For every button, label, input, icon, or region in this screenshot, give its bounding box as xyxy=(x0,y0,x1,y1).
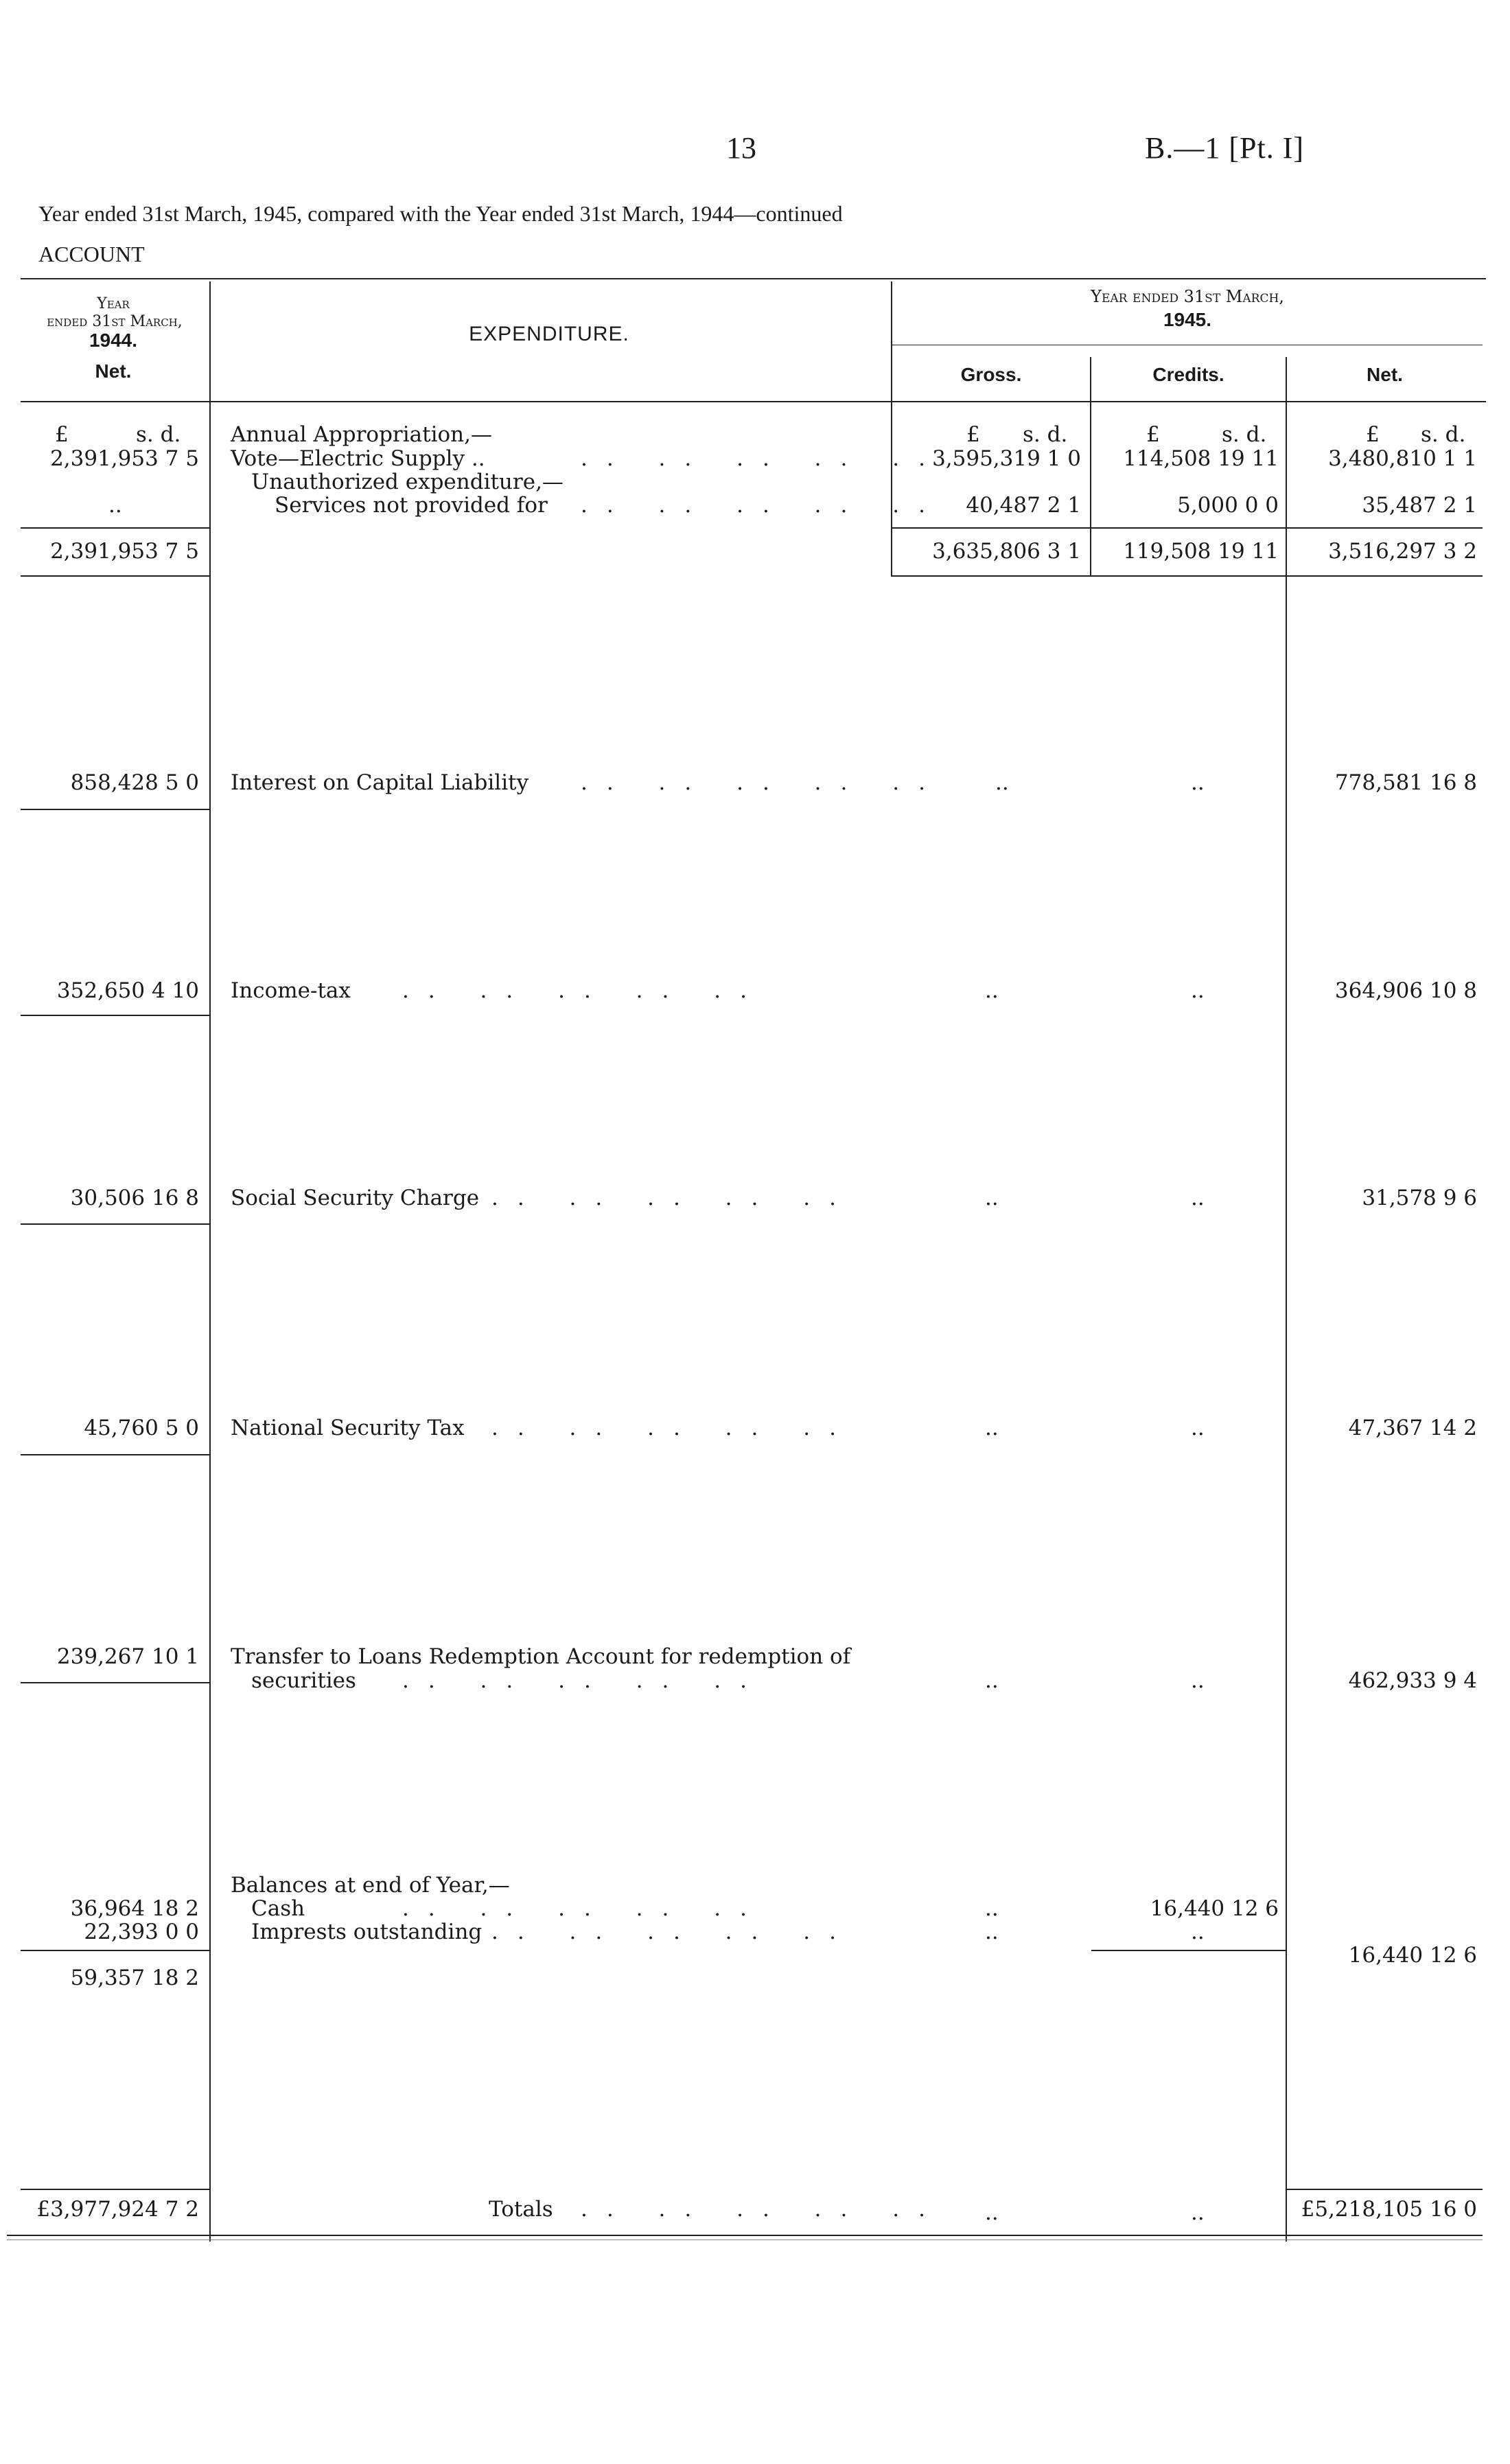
pound-sign: £ xyxy=(966,422,980,447)
net-value: 16,440 12 6 xyxy=(1348,1943,1477,1968)
credits-leader: .. xyxy=(1191,978,1205,1003)
credits-leader: .. xyxy=(1191,1416,1205,1440)
credits-header: Credits. xyxy=(1152,364,1224,385)
row-label: Social Security Charge xyxy=(231,1186,480,1210)
dot-leader: .. .. .. .. .. xyxy=(491,1416,855,1440)
prev-year-subtotal: 59,357 18 2 xyxy=(70,1966,199,1990)
prev-year-header-line2: ended 31st March, xyxy=(47,313,183,330)
credits-leader: .. xyxy=(1191,770,1205,795)
prev-year-header-line1: Year xyxy=(97,295,130,312)
shillings-pence-label: s. d. xyxy=(1222,422,1267,447)
subtotal-rule xyxy=(21,527,209,529)
column-divider xyxy=(209,281,211,2242)
row-label: Services not provided for xyxy=(275,493,548,518)
document-reference: B.—1 [Pt. I] xyxy=(1145,131,1304,165)
dot-leader: .. .. .. .. .. xyxy=(402,1896,766,1921)
dot-leader: .. .. .. .. .. xyxy=(491,1186,855,1210)
gross-leader: .. xyxy=(985,1186,999,1210)
row-rule xyxy=(21,1682,209,1683)
credits-leader: .. xyxy=(1191,1920,1205,1944)
net-subtotal: 3,516,297 3 2 xyxy=(1328,539,1477,564)
table-bottom-rule xyxy=(7,2235,1483,2236)
credits-value: 16,440 12 6 xyxy=(1150,1896,1279,1921)
prev-year-value: 239,267 10 1 xyxy=(56,1644,199,1669)
row-rule xyxy=(21,809,209,810)
page-number: 13 xyxy=(726,131,756,165)
net-value: 47,367 14 2 xyxy=(1348,1416,1477,1440)
pound-sign: £ xyxy=(1366,422,1380,447)
gross-leader: .. xyxy=(985,1920,999,1944)
row-label: Vote—Electric Supply .. xyxy=(231,446,485,471)
row-label: Balances at end of Year,— xyxy=(231,1873,510,1898)
prev-year-value: 36,964 18 2 xyxy=(70,1896,199,1921)
prev-year-value: 22,393 0 0 xyxy=(84,1920,199,1944)
prev-year-value: 45,760 5 0 xyxy=(84,1416,199,1440)
current-year-header: Year ended 31st March, xyxy=(1091,287,1284,306)
gross-leader: .. xyxy=(985,978,999,1003)
header-bottom-rule xyxy=(21,401,1486,402)
prev-year-value: 352,650 4 10 xyxy=(56,978,199,1003)
net-header: Net. xyxy=(1367,364,1403,385)
row-label: Cash xyxy=(251,1896,305,1921)
dot-leader: .. .. .. .. .. xyxy=(581,2197,944,2222)
section-title: ACCOUNT xyxy=(38,242,145,266)
dot-leader: .. .. .. .. .. xyxy=(581,770,944,795)
credits-value: 114,508 19 11 xyxy=(1123,446,1279,471)
column-divider xyxy=(1286,357,1287,2242)
totals-rule xyxy=(1287,2189,1483,2190)
net-value: 31,578 9 6 xyxy=(1362,1186,1477,1210)
credits-leader: .. xyxy=(1191,1186,1205,1210)
gross-leader: .. xyxy=(985,2200,999,2225)
row-rule xyxy=(21,1223,209,1225)
row-label: Income-tax xyxy=(231,978,351,1003)
dot-leader: .. .. .. .. .. xyxy=(581,493,944,518)
pound-sign: £ xyxy=(1146,422,1160,447)
gross-leader: .. xyxy=(985,1416,999,1440)
row-label: Annual Appropriation,— xyxy=(231,422,493,447)
row-rule xyxy=(21,1950,209,1951)
column-divider xyxy=(1090,357,1091,577)
gross-value: 40,487 2 1 xyxy=(966,493,1081,518)
net-value: 778,581 16 8 xyxy=(1334,770,1477,795)
net-total: £5,218,105 16 0 xyxy=(1301,2197,1477,2222)
prev-year-total: £3,977,924 7 2 xyxy=(36,2197,199,2222)
dot-leader: .. .. .. .. .. xyxy=(581,446,944,471)
prev-year-header-net: Net. xyxy=(95,360,132,382)
gross-value: 3,595,319 1 0 xyxy=(932,446,1081,471)
credits-leader: .. xyxy=(1191,1668,1205,1693)
row-label: Unauthorized expenditure,— xyxy=(251,470,564,494)
expenditure-header: EXPENDITURE. xyxy=(469,323,629,345)
net-value: 3,480,810 1 1 xyxy=(1328,446,1477,471)
gross-leader: .. xyxy=(985,1668,999,1693)
prev-year-value: .. xyxy=(108,493,122,518)
dot-leader: .. .. .. .. .. xyxy=(491,1920,855,1944)
dot-leader: .. .. .. .. .. xyxy=(402,1668,766,1693)
pound-sign: £ xyxy=(55,422,69,447)
credits-rule xyxy=(1091,1950,1286,1951)
credits-subtotal: 119,508 19 11 xyxy=(1123,539,1279,564)
credits-leader: .. xyxy=(1191,2200,1205,2225)
subtotal-rule xyxy=(892,527,1483,529)
row-label: Interest on Capital Liability xyxy=(231,770,529,795)
prev-year-subtotal: 2,391,953 7 5 xyxy=(50,539,199,564)
subtotal-rule xyxy=(892,575,1483,577)
table-top-rule xyxy=(21,278,1486,279)
gross-subtotal: 3,635,806 3 1 xyxy=(932,539,1081,564)
prev-year-header-year: 1944. xyxy=(89,330,138,351)
net-value: 35,487 2 1 xyxy=(1362,493,1477,518)
net-value: 462,933 9 4 xyxy=(1348,1668,1477,1693)
shillings-pence-label: s. d. xyxy=(1421,422,1466,447)
shillings-pence-label: s. d. xyxy=(1023,422,1068,447)
net-value: 364,906 10 8 xyxy=(1334,978,1477,1003)
page-subtitle: Year ended 31st March, 1945, compared with the Year ended 31st March, 1944—continued xyxy=(38,201,843,226)
totals-label: Totals xyxy=(489,2197,553,2222)
dot-leader: .. .. .. .. .. xyxy=(402,978,766,1003)
current-year-header-year: 1945. xyxy=(1163,309,1212,330)
gross-leader: .. xyxy=(995,770,1009,795)
totals-rule xyxy=(21,2189,209,2190)
row-label: Imprests outstanding xyxy=(251,1920,483,1944)
row-label: Transfer to Loans Redemption Account for redemption of xyxy=(231,1644,851,1669)
row-rule xyxy=(21,1015,209,1016)
prev-year-value: 2,391,953 7 5 xyxy=(50,446,199,471)
gross-header: Gross. xyxy=(960,364,1022,385)
subtotal-rule xyxy=(21,575,209,577)
gross-leader: .. xyxy=(985,1896,999,1921)
shillings-pence-label: s. d. xyxy=(136,422,181,447)
credits-value: 5,000 0 0 xyxy=(1177,493,1279,518)
row-label: securities xyxy=(251,1668,356,1693)
prev-year-value: 858,428 5 0 xyxy=(70,770,199,795)
row-label: National Security Tax xyxy=(231,1416,465,1440)
prev-year-value: 30,506 16 8 xyxy=(70,1186,199,1210)
row-rule xyxy=(21,1454,209,1455)
